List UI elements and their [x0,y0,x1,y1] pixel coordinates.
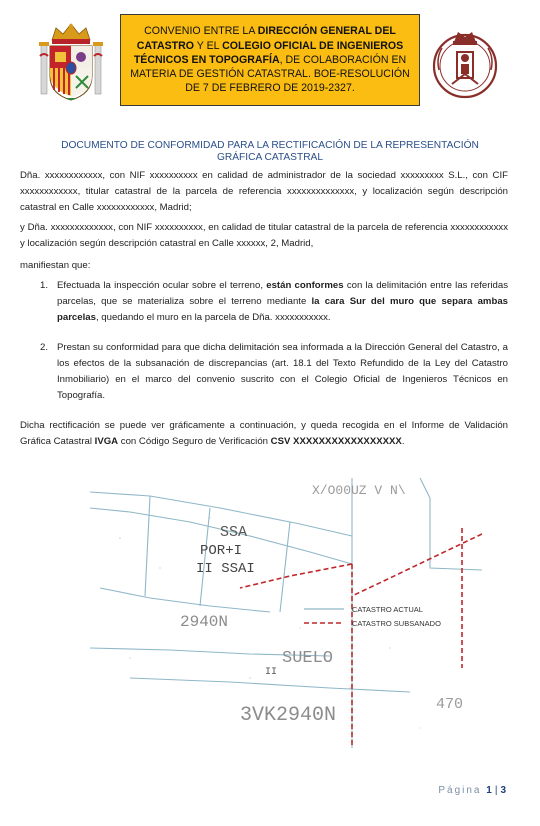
footer-page-number: 1 [486,785,492,796]
list-item-text: Efectuada la inspección ocular sobre el terreno, están conformes con la delimitación entre las referidas parcelas, que se materializa sobre el terreno mediante la cara Sur del muro que separa ambas parcelas, quedando el muro en la parcela de Dña. xxxxxxxxxxx. [57,280,508,323]
map-label-ssai: II SSAI [196,561,255,577]
list-item-number: 2. [40,342,49,353]
map-label-small: II [265,667,278,678]
document-header [20,14,520,106]
footer-page-label: Página [438,785,482,796]
map-label-suelo: SUELO [282,649,334,668]
footer-page-total: 3 [500,785,506,796]
list-item-prestan [40,340,508,404]
paragraph-manifiestan: manifiestan que: [20,260,91,271]
footer-separator: | [494,785,498,796]
page-footer [438,785,506,796]
banner-text: CONVENIO ENTRE LA DIRECCIÓN GENERAL DEL CATASTRO Y EL COLEGIO OFICIAL DE INGENIEROS TÉCNICOS EN TOPOGRAFÍA, DE COLABORACIÓN EN MATERIA DE GESTIÓN CATASTRAL. BOE-RESOLUCIÓN DE 7 DE FEBRERO DE 2019-2327. [130,25,410,95]
list-item-text: Prestan su conformidad para que dicha delimitación sea informada a la Dirección General del Catastro, a los efectos de la subsanación de discrepancias (art. 18.1 del Texto Refundido de la Ley del Catastro Inmobiliario) en el marco del convenio suscrito con el Colegio Oficial de Ingenieros Técnicos en Topografía. [57,342,508,401]
map-label-ssa: SSA [220,524,248,541]
map-label-porti: POR+I [200,543,243,559]
map-label-2940n: 2940N [180,613,229,631]
legend-actual-label: CATASTRO ACTUAL [352,605,423,614]
legend-subsanado-label: CATASTRO SUBSANADO [352,619,441,628]
spain-coat-of-arms-logo [38,20,104,104]
map-label-470: 470 [436,696,464,713]
paragraph-first-owner: Dña. xxxxxxxxxxxx, con NIF xxxxxxxxxx en calidad de administrador de la sociedad xxxxxxxxx S.L., con CIF xxxxxxxxxxxx, titular catastral de la parcela de referencia xxxxxxxxxxxxxx, y localización según descripción catastral en Calle xxxxxxxxxxxx, Madrid; [20,170,508,213]
document-title: DOCUMENTO DE CONFORMIDAD PARA LA RECTIFICACIÓN DE LA REPRESENTACIÓN GRÁFICA CATASTRAL [61,140,479,163]
convenio-banner [120,14,420,106]
map-label-bottom: 3VK2940N [240,704,337,727]
list-item-number: 1. [40,280,49,291]
map-label-top: X/O00UZ V N\ [312,483,406,498]
paragraph-second-owner: y Dña. xxxxxxxxxxxxx, con NIF xxxxxxxxxx, en calidad de titular catastral de la parcela de referencia xxxxxxxxxxxx y localización según descripción catastral en Calle xxxxxx, 2, Madrid, [20,222,508,249]
list-item-conformidad [40,278,508,326]
map-legend [304,605,441,628]
colegio-topografia-seal-logo [430,28,500,100]
cadastral-map [90,478,482,748]
paragraph-rectificacion: Dicha rectificación se puede ver gráficamente a continuación, y queda recogida en el Informe de Validación Gráfica Catastral IVGA con Código Seguro de Verificación CSV XXXXXXXXXXXXXXXXX. [20,420,508,447]
